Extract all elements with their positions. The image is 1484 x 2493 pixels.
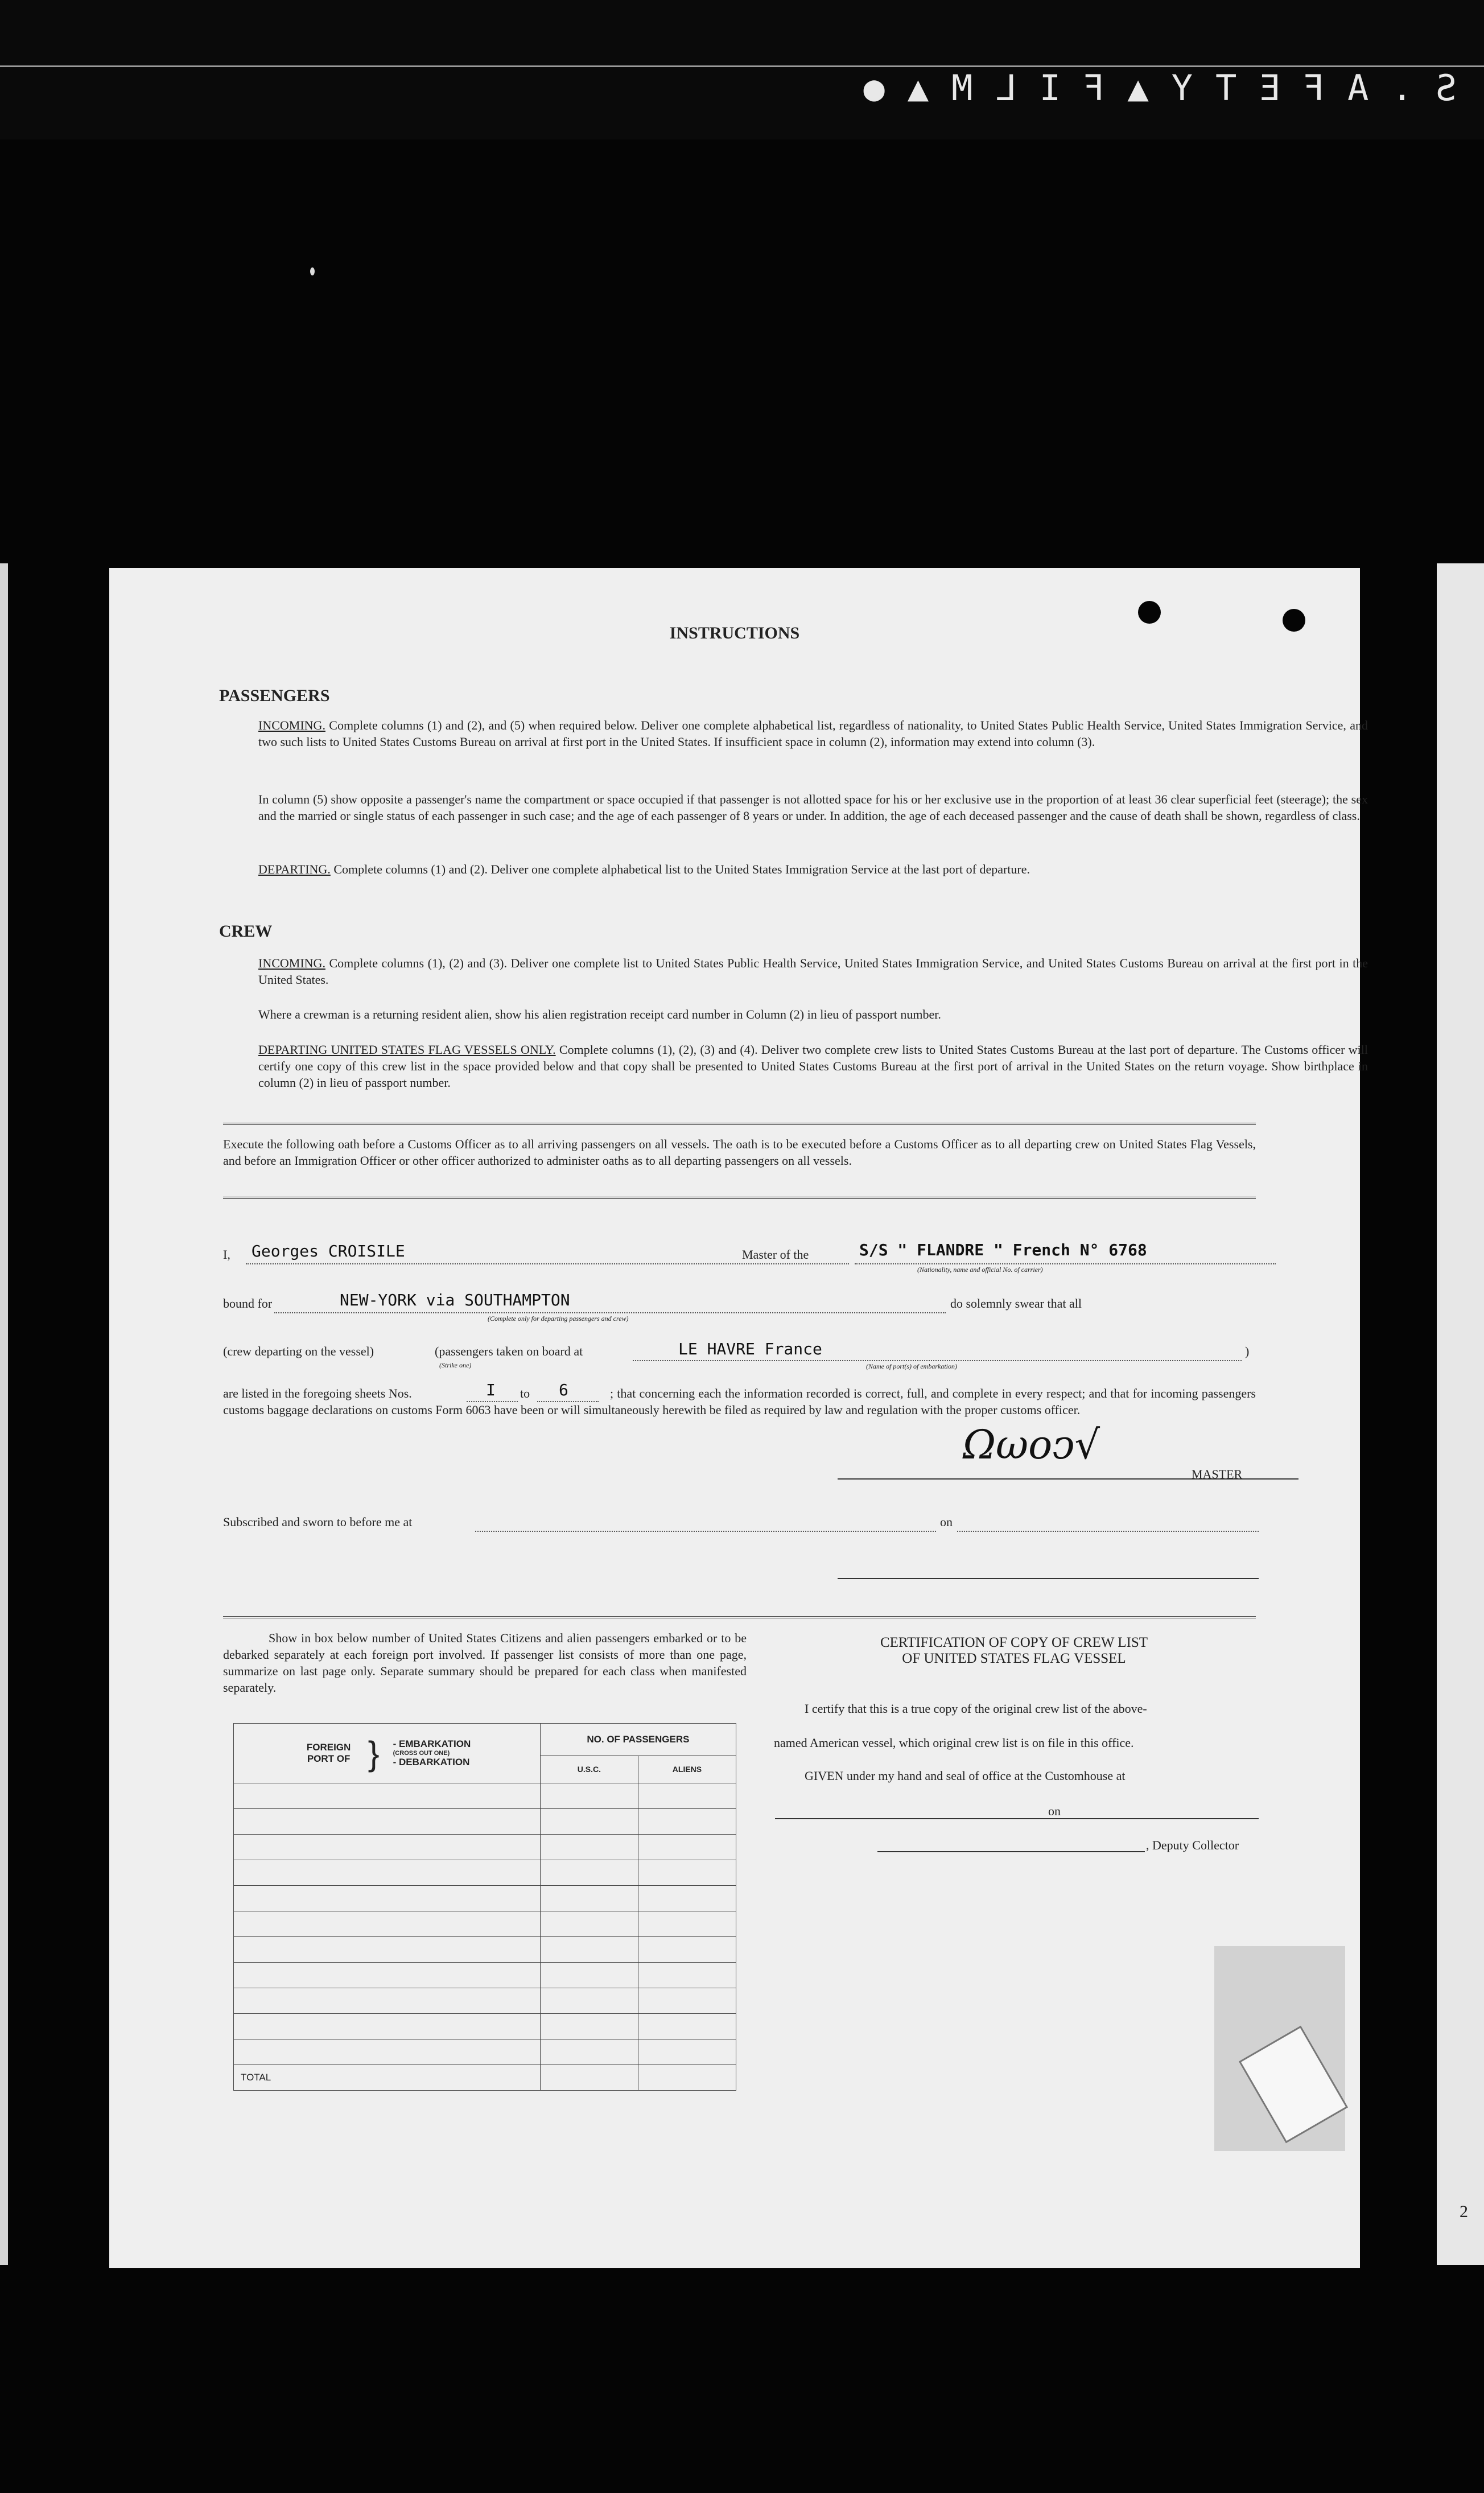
no-of-passengers-label: NO. OF PASSENGERS [541,1724,736,1756]
table-row [234,1809,736,1835]
subscribed-date-line [957,1531,1259,1532]
crew-departing-label: DEPARTING UNITED STATES FLAG VESSELS ONLY. [258,1042,556,1057]
certification-title-2: OF UNITED STATES FLAG VESSEL [902,1651,1126,1666]
master-name: Georges CROISILE [252,1242,405,1260]
table-row [234,1963,736,1988]
crew-incoming-label: INCOMING. [258,956,325,970]
passenger-summary-table [233,1723,736,2091]
master-of-label: Master of the [742,1247,809,1262]
divider [223,1616,1256,1618]
vessel-line [855,1263,1276,1264]
table-row [234,1860,736,1886]
passengers-column5: In column (5) show opposite a passenger's name the compartment or space occupied if that passenger is not allotted space for his or her exclusive use in the proportion of at least 36 clear superficial feet (steerage); the sex and the married or single status of each passenger in such case; and the age of each passenger of 8 years or under. In addition, the age of each deceased passenger and the cause of death shall be shown, regardless of class. [258,792,1368,823]
sheet-from: I [486,1381,496,1399]
deputy-collector-line [877,1851,1145,1852]
adjacent-page-right [1437,563,1484,2265]
incoming-label: INCOMING. [258,718,325,732]
crew-heading: CREW [219,922,273,941]
deputy-collector-label: , Deputy Collector [1146,1838,1239,1852]
usc-label: U.S.C. [541,1756,638,1783]
passengers-departing [258,861,1368,877]
table-row [234,2014,736,2039]
sheets-text: ; that concerning each the information recorded is correct, full, and complete in every respect; and that for incoming passengers customs baggage declarations on customs Form 6063 have been or will simultaneously herewith be filed as required by law and regulation with the proper customs officer. [223,1386,1256,1417]
crew-list-form [109,568,1368,2268]
certify-text-1: I certify that this is a true copy of the original crew list of the above- [805,1701,1147,1716]
sheets-label: are listed in the foregoing sheets Nos. [223,1386,412,1400]
oath-i-label: I, [223,1247,230,1262]
departing-label: DEPARTING. [258,862,331,876]
crew-incoming-text: Complete columns (1), (2) and (3). Deliver one complete list to United States Public Health Service, United States Immigration Service, and United States Customs Bureau on arrival at the first port in the United States. [258,956,1368,987]
aliens-label: ALIENS [672,1765,702,1774]
strike-caption: (Strike one) [439,1361,472,1369]
vessel-caption: (Nationality, name and official No. of carrier) [917,1266,1043,1274]
certification-title-1: CERTIFICATION OF COPY OF CREW LIST [880,1635,1148,1650]
crew-incoming [258,955,1368,988]
crew-departing-text: Complete columns (1), (2), (3) and (4). Deliver two complete crew lists to United States Customs Bureau at the last port of departure. The Customs officer will certify one copy of this crew list in the space provided below and that copy shall be presented to United States Customs Bureau at the first port of arrival in the United States on the return voyage. Show birthplace in column (2) in lieu of passport number. [258,1042,1368,1090]
destination-caption: (Complete only for departing passengers and crew) [488,1315,629,1322]
subscribed-label: Subscribed and sworn to before me at [223,1515,413,1529]
instructions-title: INSTRUCTIONS [669,624,800,642]
close-paren: ) [1245,1344,1250,1358]
subscribed-place-line [475,1531,936,1532]
embarkation-label: - EMBARKATION [393,1738,471,1749]
table-row [234,2039,736,2065]
table-row [234,1911,736,1937]
certification-on-label: on [1048,1804,1061,1818]
total-row [234,2065,736,2091]
table-row [234,1988,736,2014]
passengers-taken-label: (passengers taken on board at [435,1344,583,1358]
adjacent-sheet-number: 2 [1460,2202,1468,2221]
bound-for-label: bound for [223,1296,273,1311]
master-label: MASTER [1192,1467,1243,1481]
crew-departing-option: (crew departing on the vessel) [223,1344,374,1358]
passengers-incoming [258,717,1368,750]
foreign-port-label: FOREIGN PORT OF [306,1742,351,1764]
crew-resident: Where a crewman is a returning resident alien, show his alien registration receipt card number in Column (2) in lieu of passport number. [258,1007,941,1021]
subscribed-on-label: on [940,1515,953,1529]
master-name-line [246,1263,849,1264]
port-line [633,1360,1242,1361]
foreign-port-header [234,1724,541,1783]
summary-instruction: Show in box below number of United States Citizens and alien passengers embarked or to be debarked separately at each foreign port involved. If passenger list consists of more than one page, summarize on last page only. Separate summary should be prepared for each class when manifested separately. [223,1631,747,1695]
oath-instruction: Execute the following oath before a Customs Officer as to all arriving passengers on all vessels. The oath is to be executed before a Customs Officer as to all departing crew on United States Flag Vessels, and before an Immigration Officer or other officer authorized to administer oaths as to all departing passengers on all vessels. [223,1137,1256,1168]
incoming-text: Complete columns (1) and (2), and (5) when required below. Deliver one complete alphabetical list, regardless of nationality, to United States Public Health Service, United States Immigration Service, and two such lists to United States Customs Bureau on arrival at first port in the United States. If insufficient space in column (2), information may extend into column (3). [258,718,1368,749]
to-label: to [520,1386,530,1400]
table-row [234,1937,736,1963]
debarkation-label: - DEBARKATION [393,1757,470,1767]
film-strip-label: S.AFETY▲FILM▲● [840,67,1457,109]
certify-text-2: named American vessel, which original crew list is on file in this office. [774,1736,1134,1750]
film-speck [310,267,315,275]
total-label: TOTAL [234,2065,541,2091]
passengers-header [540,1724,736,1783]
crew-departing [258,1041,1368,1091]
table-row [234,1783,736,1809]
table-row [234,1886,736,1911]
master-signature: Ωωoͻ√ [963,1421,1100,1468]
cross-out-label: (CROSS OUT ONE) [393,1750,450,1757]
embarkation-port: LE HAVRE France [678,1340,822,1358]
passengers-heading: PASSENGERS [219,686,330,705]
vessel-name: S/S " FLANDRE " French N° 6768 [859,1241,1147,1259]
destination: NEW-YORK via SOUTHAMPTON [340,1291,570,1309]
brace: } [368,1734,380,1773]
table-row [234,1835,736,1860]
given-text: GIVEN under my hand and seal of office at the Customhouse at [805,1769,1126,1783]
officer-line [838,1578,1259,1579]
destination-line [274,1312,946,1313]
divider [223,1123,1256,1125]
port-caption: (Name of port(s) of embarkation) [866,1362,957,1370]
departing-text: Complete columns (1) and (2). Deliver one complete alphabetical list to the United States Immigration Service at the last port of departure. [333,862,1030,876]
certification-date-line [1071,1818,1259,1819]
punch-hole [1138,601,1161,624]
divider [223,1197,1256,1199]
adjacent-page-left [0,563,8,2265]
sheet-to: 6 [559,1381,568,1399]
swear-label: do solemnly swear that all [950,1296,1082,1311]
